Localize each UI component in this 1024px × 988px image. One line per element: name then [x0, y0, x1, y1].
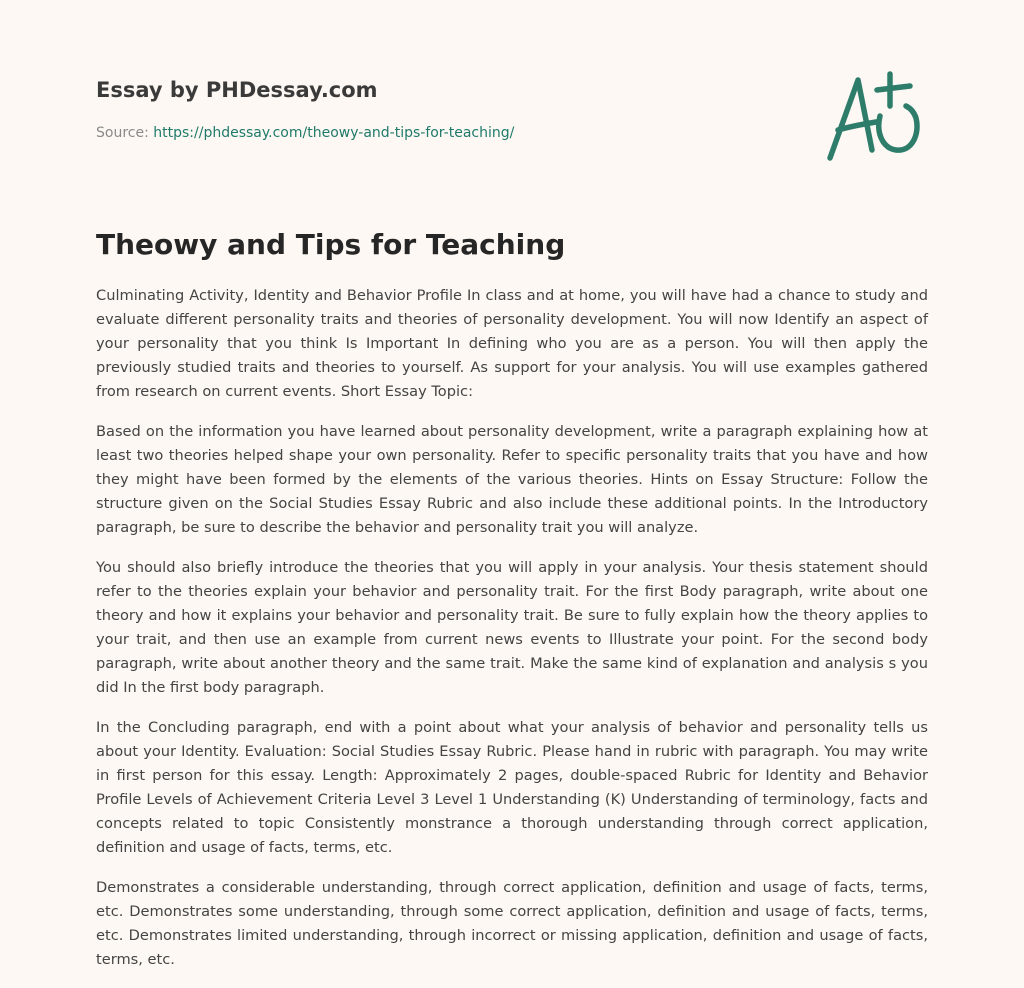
essay-body — [96, 284, 928, 988]
a-plus-grade-icon — [820, 66, 930, 166]
essay-paragraph: Culminating Activity, Identity and Behavior Profile In class and at home, you will have had a chance to study and evaluate different personality traits and theories of personality development. You will now Identify an aspect of your personality that you think Is Important In defining who you are as a person. You will then apply the previously studied traits and theories to yourself. As support for your analysis. You will use examples gathered from research on current events. Short Essay Topic: — [96, 287, 928, 400]
essay-paragraph: You should also briefly introduce the theories that you will apply in your analysis. Your thesis statement should refer to the theories explain your behavior and personality trait. For the first Body paragraph, write about one theory and how it explains your behavior and personality trait. Be sure to fully explain how the theory applies to your trait, and then use an example from current news events to Illustrate your point. For the second body paragraph, write about another theory and the same trait. Make the same kind of explanation and analysis s you did In the first body paragraph. — [96, 559, 928, 696]
source-label: Source: — [96, 125, 154, 141]
source-link[interactable]: https://phdessay.com/theowy-and-tips-for-teaching/ — [153, 125, 515, 141]
essay-title: Theowy and Tips for Teaching — [96, 228, 566, 261]
source-line — [96, 124, 816, 142]
site-title: Essay by PHDessay.com — [96, 78, 378, 102]
essay-paragraph: In the Concluding paragraph, end with a point about what your analysis of behavior and personality tells us about your Identity. Evaluation: Social Studies Essay Rubric. Please hand in rubric with paragraph. You may write in first person for this essay. Length: Approximately 2 pages, double-spaced Rubric for Identity and Behavior Profile Levels of Achievement Criteria Level 3 Level 1 Understanding (K) Understanding of terminology, facts and concepts related to topic Consistently monstrance a thorough understanding through correct application, definition and usage of facts, terms, etc. — [96, 719, 928, 856]
essay-paragraph: Based on the information you have learned about personality development, write a paragraph explaining how at least two theories helped shape your own personality. Refer to specific personality traits that you have and how they might have been formed by the elements of the various theories. Hints on Essay Structure: Follow the structure given on the Social Studies Essay Rubric and also include these additional points. In the Introductory paragraph, be sure to describe the behavior and personality trait you will analyze. — [96, 423, 928, 536]
essay-paragraph: Demonstrates a considerable understanding, through correct application, definition and usage of facts, terms, etc. Demonstrates some understanding, through some correct application, definition and usage of facts, terms, etc. Demonstrates limited understanding, through incorrect or missing application, definition and usage of facts, terms, etc. — [96, 879, 928, 968]
page-header — [96, 76, 816, 142]
